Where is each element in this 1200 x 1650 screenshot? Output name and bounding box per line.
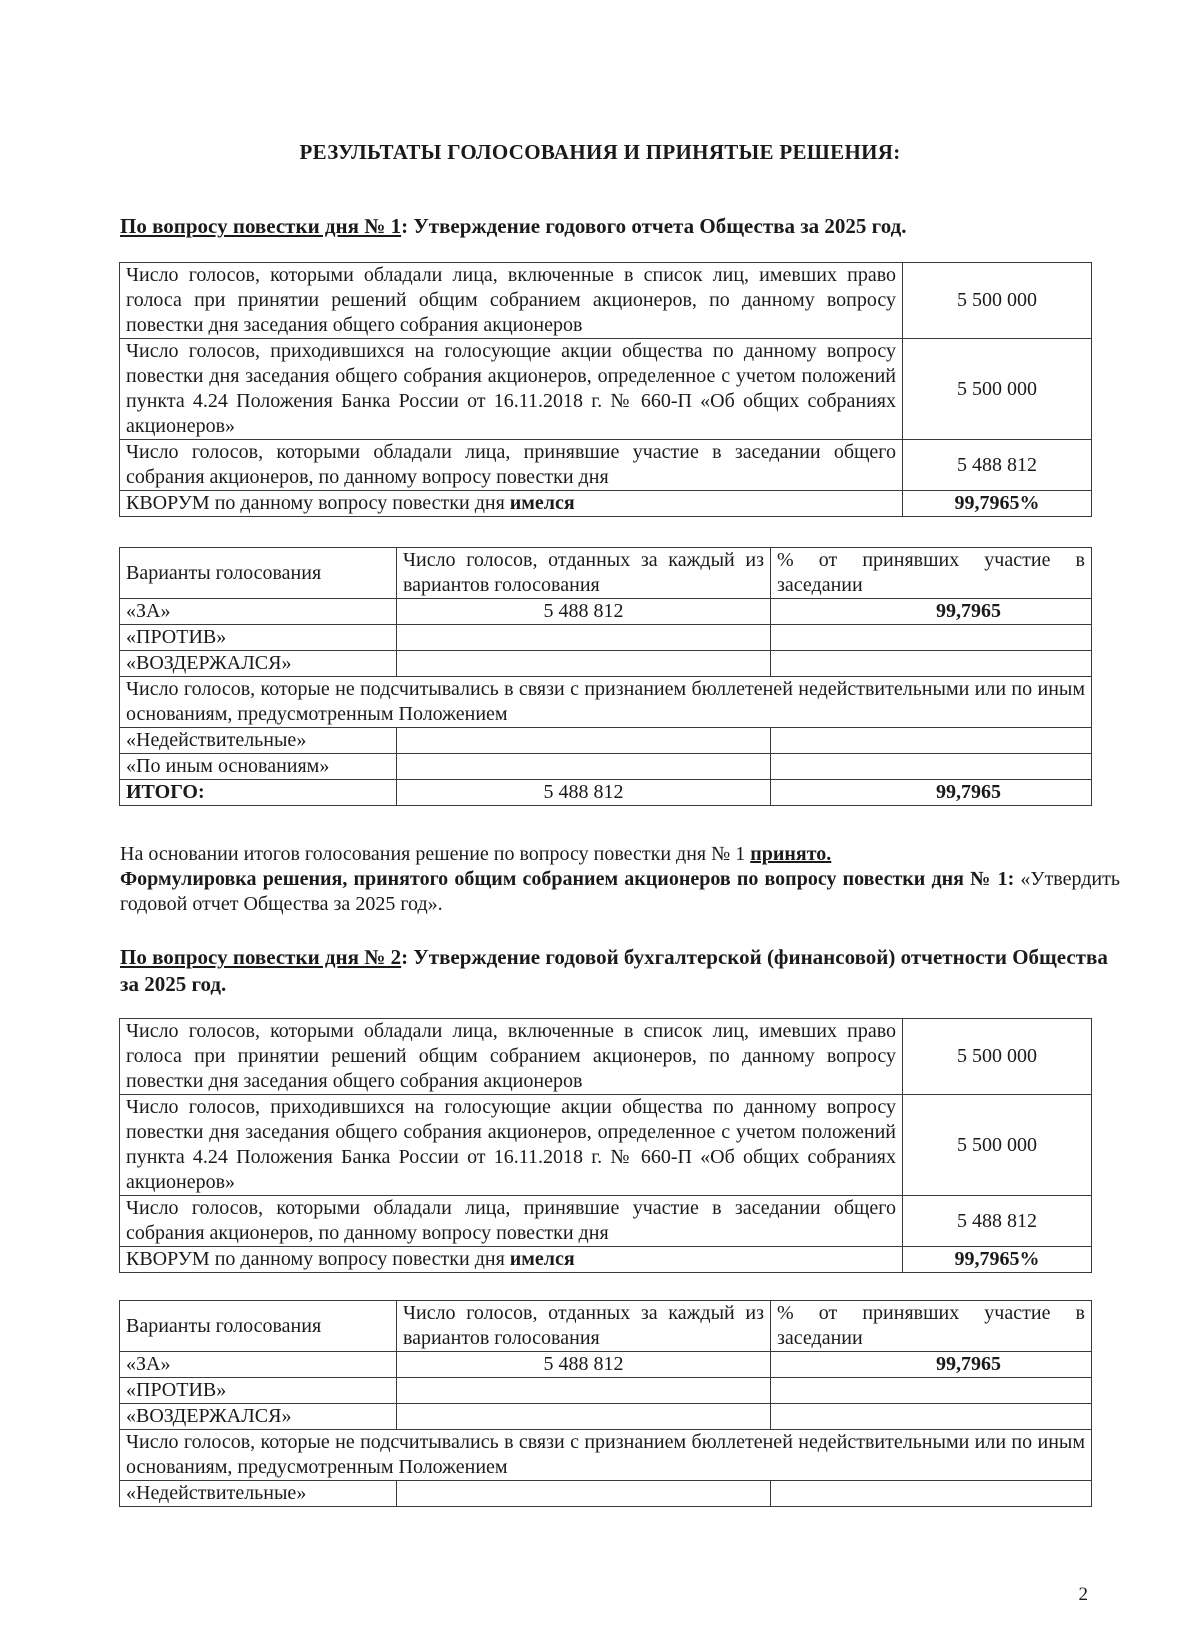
table-row	[120, 1247, 1092, 1273]
quorum-status-cell	[120, 491, 903, 517]
vote-percent: 99,7965	[771, 599, 1092, 625]
votes-table-2	[119, 1300, 1092, 1507]
quorum-label: Число голосов, приходившихся на голосующие акции общества по данному вопросу повестки дня заседания общего собрания акционеров, определенное с учетом положений пункта 4.24 Положения Банка России от 16.11.2018 г. № 660-П «Об общих собраниях акционеров»	[120, 1095, 903, 1196]
votes-table-1	[119, 547, 1092, 806]
column-header: Число голосов, отданных за каждый из вариантов голосования	[397, 548, 771, 599]
table-row	[120, 440, 1092, 491]
quorum-percent: 99,7965%	[903, 1247, 1092, 1273]
table-row	[120, 491, 1092, 517]
quorum-value: 5 488 812	[903, 1196, 1092, 1247]
table-row	[120, 625, 1092, 651]
decision-1	[120, 842, 1120, 917]
column-header: Число голосов, отданных за каждый из вариантов голосования	[397, 1301, 771, 1352]
quorum-value: 5 500 000	[903, 263, 1092, 339]
table-row	[120, 1019, 1092, 1095]
vote-count	[397, 1404, 771, 1430]
formulation-text: «Утвердить годовой отчет Общества за 2025 год».	[120, 868, 1120, 915]
table-row	[120, 263, 1092, 339]
vote-percent	[771, 1481, 1092, 1507]
quorum-value: 5 500 000	[903, 339, 1092, 440]
quorum-label: КВОРУМ по данному вопросу повестки дня	[126, 1248, 510, 1270]
table-row	[120, 1481, 1092, 1507]
table-row	[120, 1095, 1092, 1196]
column-header: % от принявших участие в заседании	[771, 1301, 1092, 1352]
agenda-item-1-title	[120, 213, 1120, 240]
agenda-item-1-prefix: По вопросу повестки дня № 1	[120, 214, 402, 238]
agenda-item-2-title	[120, 944, 1120, 998]
vote-percent	[771, 625, 1092, 651]
column-header: % от принявших участие в заседании	[771, 548, 1092, 599]
section-heading: РЕЗУЛЬТАТЫ ГОЛОСОВАНИЯ И ПРИНЯТЫЕ РЕШЕНИЯ:	[299, 140, 901, 164]
total-votes: 5 488 812	[397, 780, 771, 806]
vote-count	[397, 651, 771, 677]
agenda-item-2-text: : Утверждение годовой бухгалтерской (финансовой) отчетности Общества за 2025 год.	[120, 945, 1108, 996]
vote-option: «ПРОТИВ»	[120, 625, 397, 651]
total-percent: 99,7965	[771, 780, 1092, 806]
quorum-status: имелся	[509, 1248, 575, 1270]
table-row	[120, 1352, 1092, 1378]
invalid-votes-note: Число голосов, которые не подсчитывались в связи с признанием бюллетеней недействительными или по иным основаниям, предусмотренным Положением	[120, 1430, 1092, 1481]
table-row	[120, 548, 1092, 599]
quorum-value: 5 488 812	[903, 440, 1092, 491]
column-header: Варианты голосования	[120, 1301, 397, 1352]
quorum-label: Число голосов, которыми обладали лица, включенные в список лиц, имевших право голоса при принятии решений общим собранием акционеров, по данному вопросу повестки дня заседания общего собрания акционеров	[120, 1019, 903, 1095]
quorum-table-2	[119, 1018, 1092, 1273]
vote-percent	[771, 651, 1092, 677]
vote-count	[397, 625, 771, 651]
vote-option: «Недействительные»	[120, 1481, 397, 1507]
table-row	[120, 599, 1092, 625]
vote-option: «ВОЗДЕРЖАЛСЯ»	[120, 651, 397, 677]
quorum-table-1	[119, 262, 1092, 517]
table-row	[120, 728, 1092, 754]
vote-percent	[771, 1404, 1092, 1430]
decision-status: принято.	[750, 843, 832, 865]
table-row	[120, 1430, 1092, 1481]
quorum-status-cell	[120, 1247, 903, 1273]
table-row	[120, 780, 1092, 806]
vote-count: 5 488 812	[397, 1352, 771, 1378]
vote-count	[397, 728, 771, 754]
vote-percent: 99,7965	[771, 1352, 1092, 1378]
quorum-percent: 99,7965%	[903, 491, 1092, 517]
table-row	[120, 651, 1092, 677]
vote-option: «По иным основаниям»	[120, 754, 397, 780]
total-label: ИТОГО:	[120, 780, 397, 806]
vote-percent	[771, 754, 1092, 780]
agenda-item-1-text: : Утверждение годового отчета Общества за 2025 год.	[401, 214, 907, 238]
vote-count	[397, 754, 771, 780]
vote-option: «ЗА»	[120, 1352, 397, 1378]
table-row	[120, 1196, 1092, 1247]
table-row	[120, 677, 1092, 728]
page-number: 2	[1078, 1584, 1088, 1605]
agenda-item-2-prefix: По вопросу повестки дня № 2	[120, 945, 402, 969]
vote-option: «ПРОТИВ»	[120, 1378, 397, 1404]
column-header: Варианты голосования	[120, 548, 397, 599]
invalid-votes-note: Число голосов, которые не подсчитывались в связи с признанием бюллетеней недействительными или по иным основаниям, предусмотренным Положением	[120, 677, 1092, 728]
vote-percent	[771, 728, 1092, 754]
quorum-value: 5 500 000	[903, 1019, 1092, 1095]
vote-option: «ВОЗДЕРЖАЛСЯ»	[120, 1404, 397, 1430]
vote-count: 5 488 812	[397, 599, 771, 625]
quorum-label: Число голосов, которыми обладали лица, включенные в список лиц, имевших право голоса при принятии решений общим собранием акционеров, по данному вопросу повестки дня заседания общего собрания акционеров	[120, 263, 903, 339]
table-row	[120, 1301, 1092, 1352]
vote-count	[397, 1481, 771, 1507]
quorum-label: Число голосов, которыми обладали лица, принявшие участие в заседании общего собрания акционеров, по данному вопросу повестки дня	[120, 440, 903, 491]
quorum-label: Число голосов, приходившихся на голосующие акции общества по данному вопросу повестки дня заседания общего собрания акционеров, определенное с учетом положений пункта 4.24 Положения Банка России от 16.11.2018 г. № 660-П «Об общих собраниях акционеров»	[120, 339, 903, 440]
vote-percent	[771, 1378, 1092, 1404]
quorum-status: имелся	[509, 492, 575, 514]
quorum-label: Число голосов, которыми обладали лица, принявшие участие в заседании общего собрания акционеров, по данному вопросу повестки дня	[120, 1196, 903, 1247]
table-row	[120, 1378, 1092, 1404]
decision-text: На основании итогов голосования решение по вопросу повестки дня № 1	[120, 843, 751, 865]
quorum-label: КВОРУМ по данному вопросу повестки дня	[126, 492, 510, 514]
table-row	[120, 339, 1092, 440]
vote-count	[397, 1378, 771, 1404]
quorum-value: 5 500 000	[903, 1095, 1092, 1196]
vote-option: «Недействительные»	[120, 728, 397, 754]
table-row	[120, 754, 1092, 780]
vote-option: «ЗА»	[120, 599, 397, 625]
formulation-label: Формулировка решения, принятого общим собранием акционеров по вопросу повестки дня № 1:	[120, 868, 1015, 890]
table-row	[120, 1404, 1092, 1430]
